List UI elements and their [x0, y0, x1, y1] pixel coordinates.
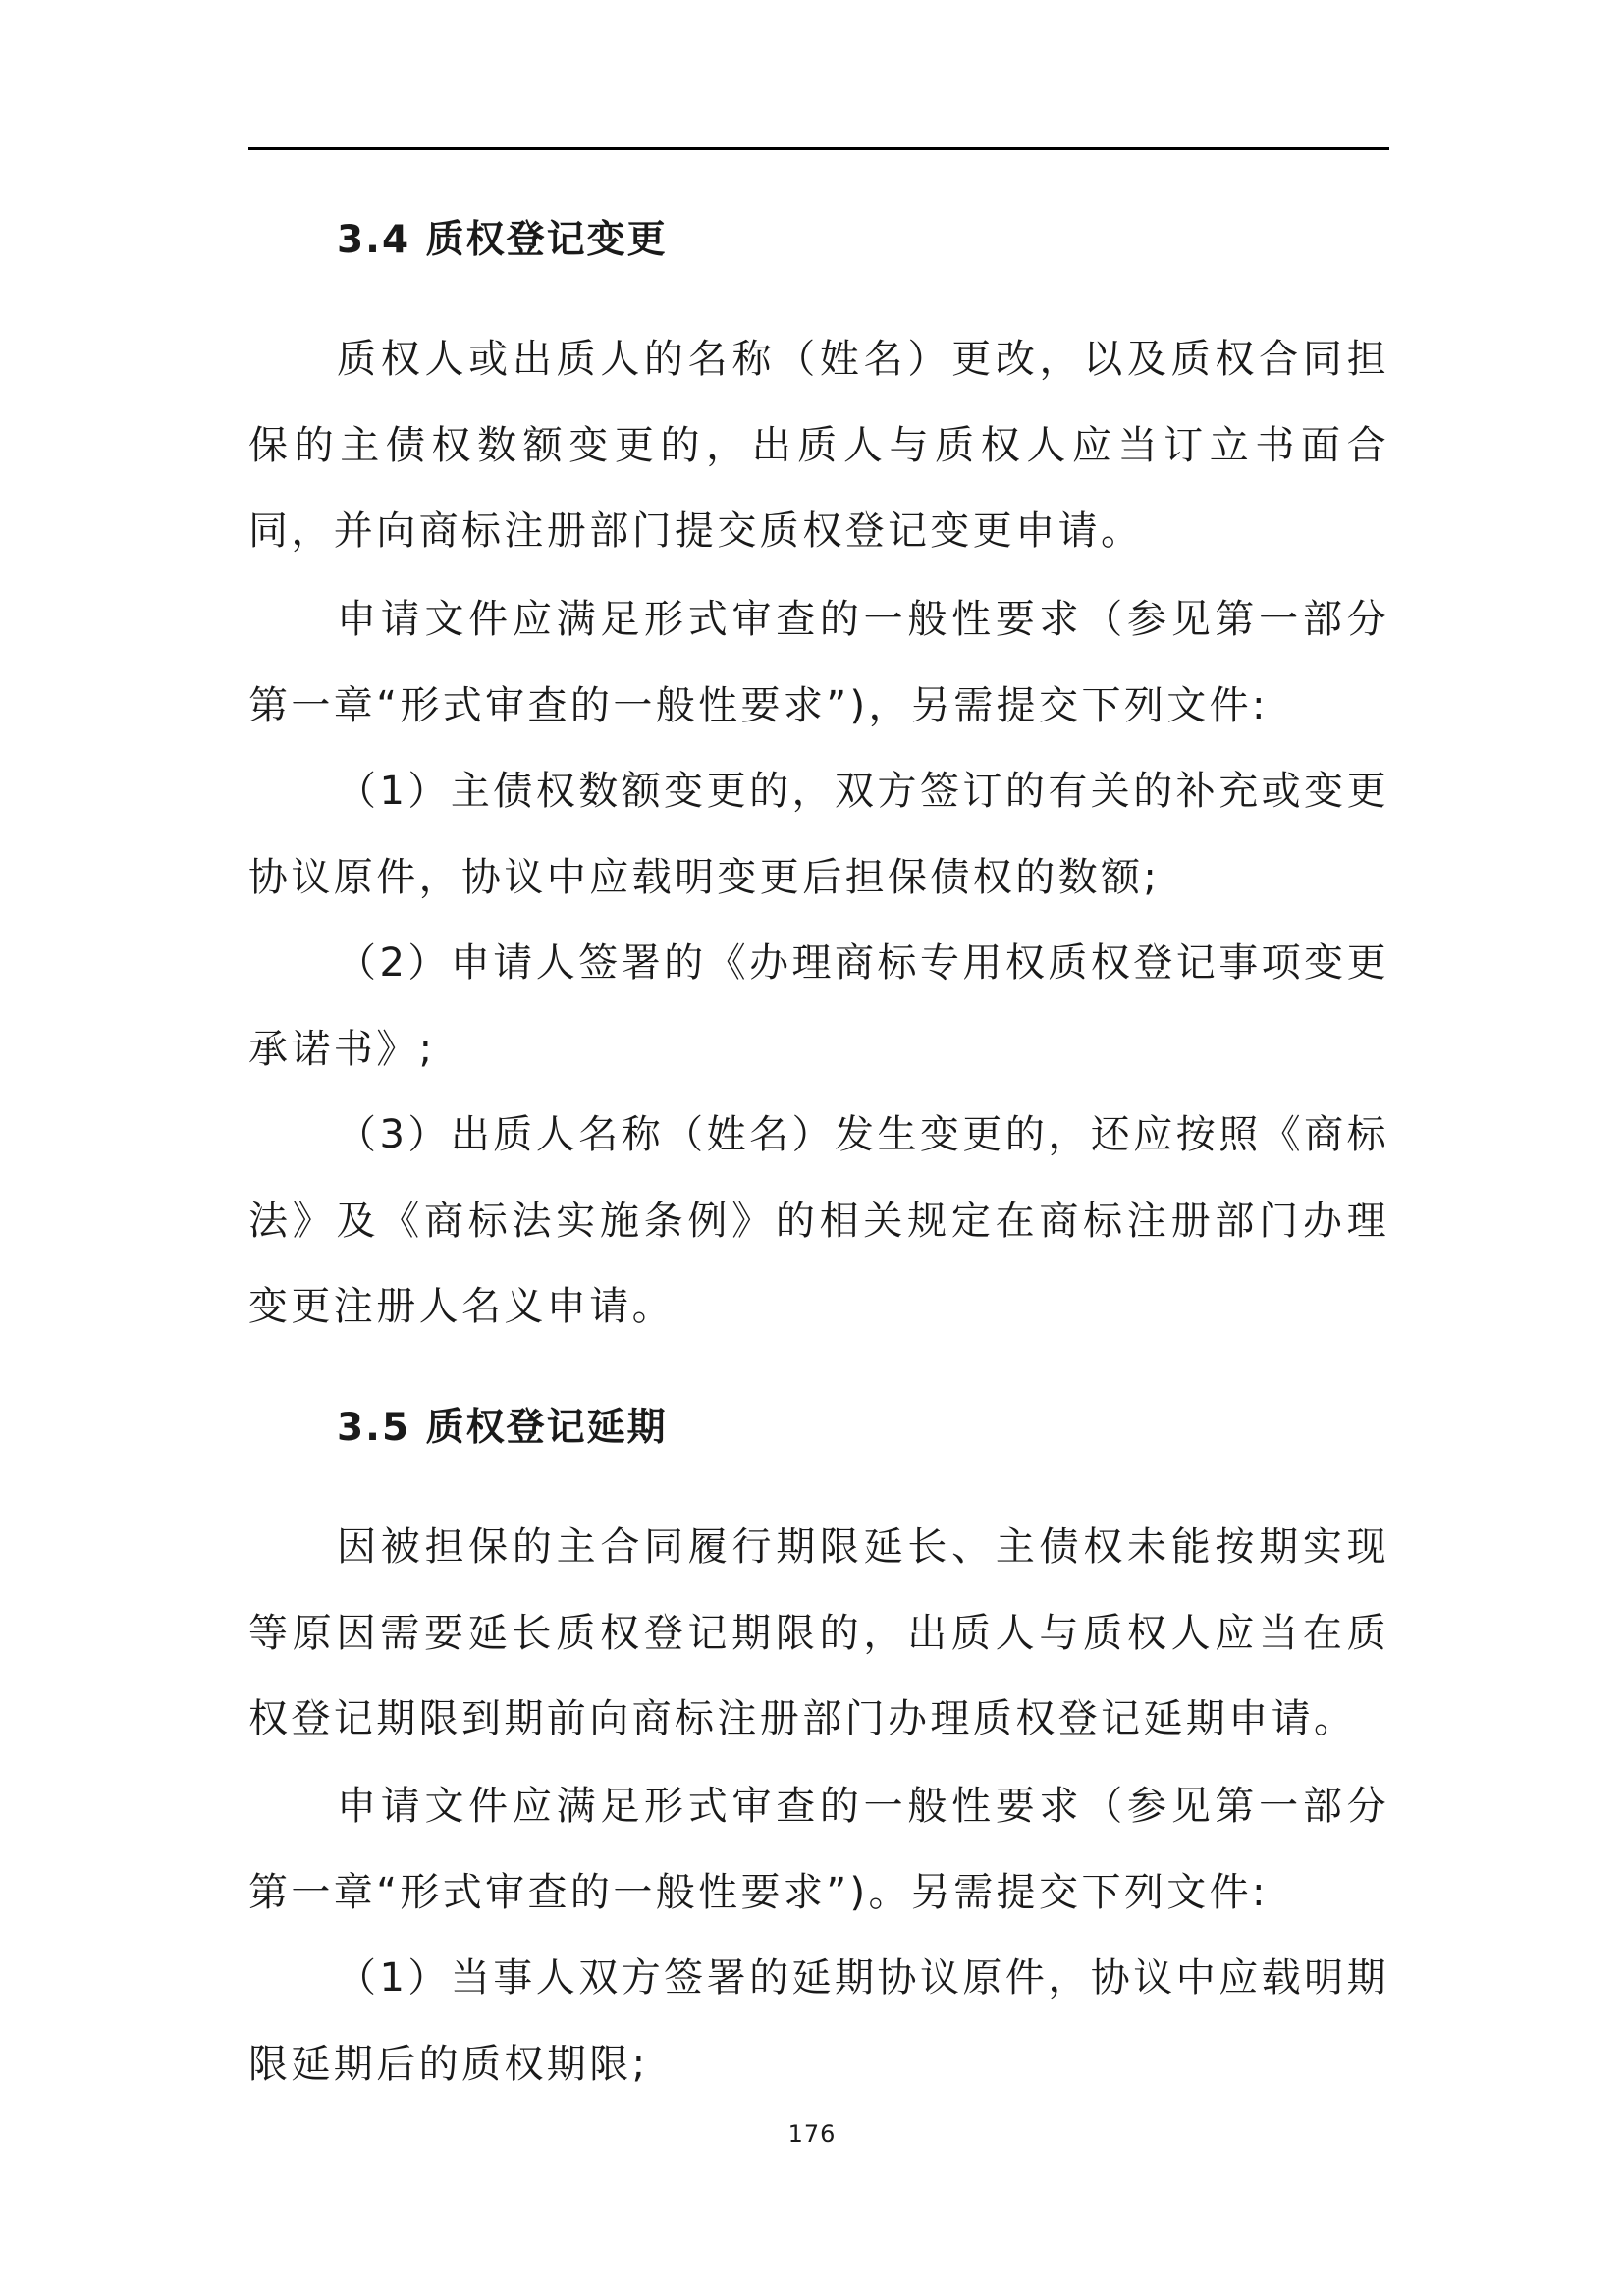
paragraph: 因被担保的主合同履行期限延长、主债权未能按期实现等原因需要延长质权登记期限的，出质人与质权人应当在质权登记期限到期前向商标注册部门办理质权登记延期申请。	[248, 1524, 1389, 1741]
header-rule	[248, 147, 1389, 150]
list-item: （3）出质人名称（姓名）发生变更的，还应按照《商标法》及《商标法实施条例》的相关规定在商标注册部门办理变更注册人名义申请。	[248, 1112, 1389, 1329]
paragraph: 申请文件应满足形式审查的一般性要求（参见第一部分第一章“形式审查的一般性要求”)，另需提交下列文件:	[248, 597, 1389, 728]
list-item: （1）主债权数额变更的，双方签订的有关的补充或变更协议原件，协议中应载明变更后担保债权的数额;	[248, 769, 1389, 900]
list-item: （2）申请人签署的《办理商标专用权质权登记事项变更承诺书》;	[248, 940, 1389, 1072]
paragraph: 质权人或出质人的名称（姓名）更改，以及质权合同担保的主债权数额变更的，出质人与质权人应当订立书面合同，并向商标注册部门提交质权登记变更申请。	[248, 337, 1389, 554]
section-heading-3-5: 3.5 质权登记延期	[337, 1406, 668, 1450]
list-item: （1）当事人双方签署的延期协议原件，协议中应载明期限延期后的质权期限;	[248, 1955, 1389, 2087]
section-heading-3-4: 3.4 质权登记变更	[337, 218, 668, 262]
paragraph: 申请文件应满足形式审查的一般性要求（参见第一部分第一章“形式审查的一般性要求”)。另需提交下列文件:	[248, 1784, 1389, 1915]
page-number: 176	[787, 2120, 837, 2148]
